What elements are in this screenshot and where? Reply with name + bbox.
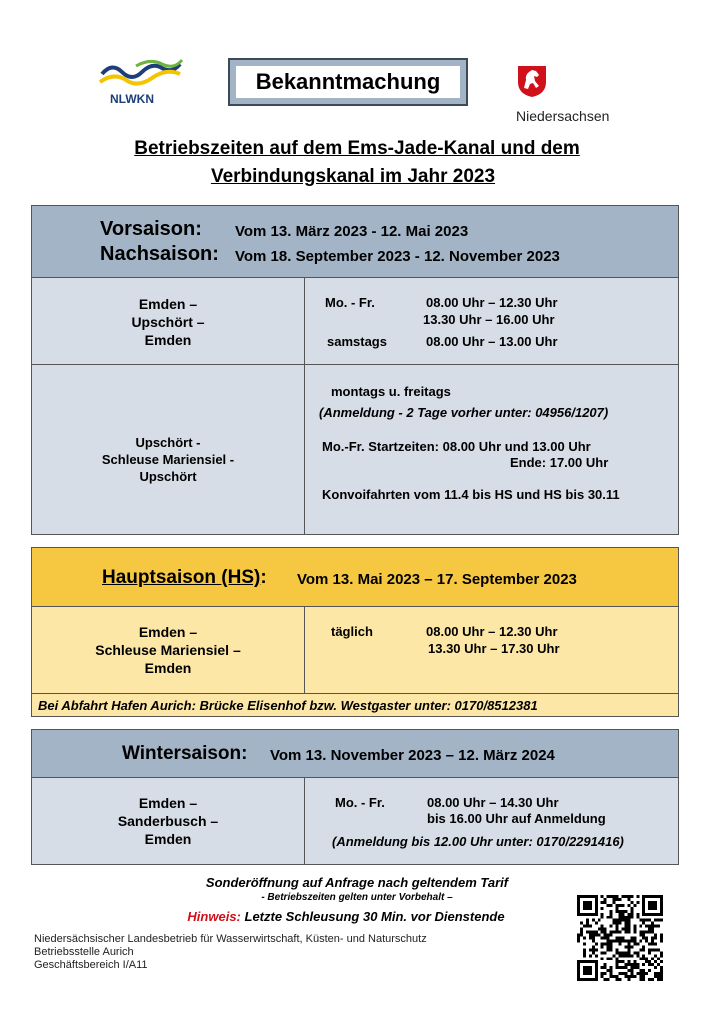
winter-weekday-label: Mo. - Fr.	[335, 795, 385, 810]
main-season-dates: Vom 13. Mai 2023 – 17. September 2023	[297, 571, 577, 588]
reservation-note: - Betriebszeiten gelten unter Vorbehalt –	[261, 892, 453, 903]
daily-time-2: 13.30 Uhr – 17.30 Uhr	[428, 641, 560, 656]
org-line-2: Betriebsstelle Aurich	[34, 946, 134, 958]
weekday-label: Mo. - Fr.	[325, 295, 375, 310]
winter-season-header	[31, 729, 679, 778]
special-opening: Sonderöffnung auf Anfrage nach geltendem Tarif	[205, 875, 509, 890]
hint-text: Letzte Schleusung 30 Min. vor Dienstende	[244, 909, 505, 924]
table-row	[31, 364, 679, 535]
route-cell: Emden – Schleuse Mariensiel – Emden	[95, 624, 241, 676]
winter-time-1: 08.00 Uhr – 14.30 Uhr	[427, 795, 559, 810]
winter-season-label: Wintersaison:	[122, 743, 248, 764]
route-cell: Emden – Upschört – Emden	[131, 296, 205, 348]
vorsaison-label: Vorsaison:	[100, 218, 202, 240]
days-label: montags u. freitags	[331, 384, 451, 399]
qr-code-icon[interactable]	[577, 895, 663, 981]
organization-block	[34, 933, 427, 972]
winter-time-2: bis 16.00 Uhr auf Anmeldung	[427, 811, 606, 826]
table-row	[31, 606, 679, 694]
winter-registration: (Anmeldung bis 12.00 Uhr unter: 0170/2291416)	[332, 834, 624, 849]
daily-time-1: 08.00 Uhr – 12.30 Uhr	[426, 624, 558, 639]
main-season-label-wrap: Hauptsaison (HS):	[102, 567, 267, 588]
aurich-note-row	[31, 693, 679, 717]
table-row	[31, 777, 679, 865]
table-row	[31, 277, 679, 365]
daily-label: täglich	[331, 624, 373, 639]
nachsaison-dates: Vom 18. September 2023 - 12. November 2023	[235, 248, 560, 265]
weekday-time-2: 13.30 Uhr – 16.00 Uhr	[423, 312, 555, 327]
registration-note: (Anmeldung - 2 Tage vorher unter: 04956/1207)	[319, 405, 609, 420]
pre-post-season-header	[31, 205, 679, 278]
org-line-1: Niedersächsischer Landesbetrieb für Wasserwirtschaft, Küsten- und Naturschutz	[34, 933, 427, 945]
aurich-note: Bei Abfahrt Hafen Aurich: Brücke Elisenhof bzw. Westgaster unter: 0170/8512381	[38, 698, 538, 713]
winter-season-dates: Vom 13. November 2023 – 12. März 2024	[270, 747, 555, 764]
weekday-time-1: 08.00 Uhr – 12.30 Uhr	[426, 295, 558, 310]
route-cell: Emden – Sanderbusch – Emden	[117, 795, 219, 847]
nlwkn-logo	[96, 56, 184, 108]
convoy-note: Konvoifahrten vom 11.4 bis HS und HS bis 30.11	[322, 487, 620, 502]
wave-logo-icon	[96, 56, 184, 90]
lower-saxony-horse-icon	[515, 64, 549, 98]
nachsaison-label: Nachsaison:	[100, 243, 219, 265]
state-name: Niedersachsen	[516, 108, 610, 124]
hint-label: Hinweis:	[187, 909, 241, 924]
notice-label: Bekanntmachung	[236, 66, 460, 98]
page-title-line1: Betriebszeiten auf dem Ems-Jade-Kanal und dem	[134, 138, 580, 159]
saturday-time: 08.00 Uhr – 13.00 Uhr	[426, 334, 558, 349]
org-line-3: Geschäftsbereich I/A11	[34, 959, 148, 971]
page-title-line2: Verbindungskanal im Jahr 2023	[210, 166, 496, 187]
end-time: Ende: 17.00 Uhr	[510, 455, 609, 470]
main-season-header	[31, 547, 679, 607]
route-cell: Upschört - Schleuse Mariensiel - Upschört	[101, 435, 235, 484]
vorsaison-dates: Vom 13. März 2023 - 12. Mai 2023	[235, 223, 469, 240]
start-times: Mo.-Fr. Startzeiten: 08.00 Uhr und 13.00 Uhr	[322, 439, 591, 454]
main-season-label: Hauptsaison (HS)	[102, 567, 261, 588]
logo-text: NLWKN	[110, 92, 154, 106]
saturday-label: samstags	[327, 334, 387, 349]
notice-banner	[228, 58, 468, 106]
